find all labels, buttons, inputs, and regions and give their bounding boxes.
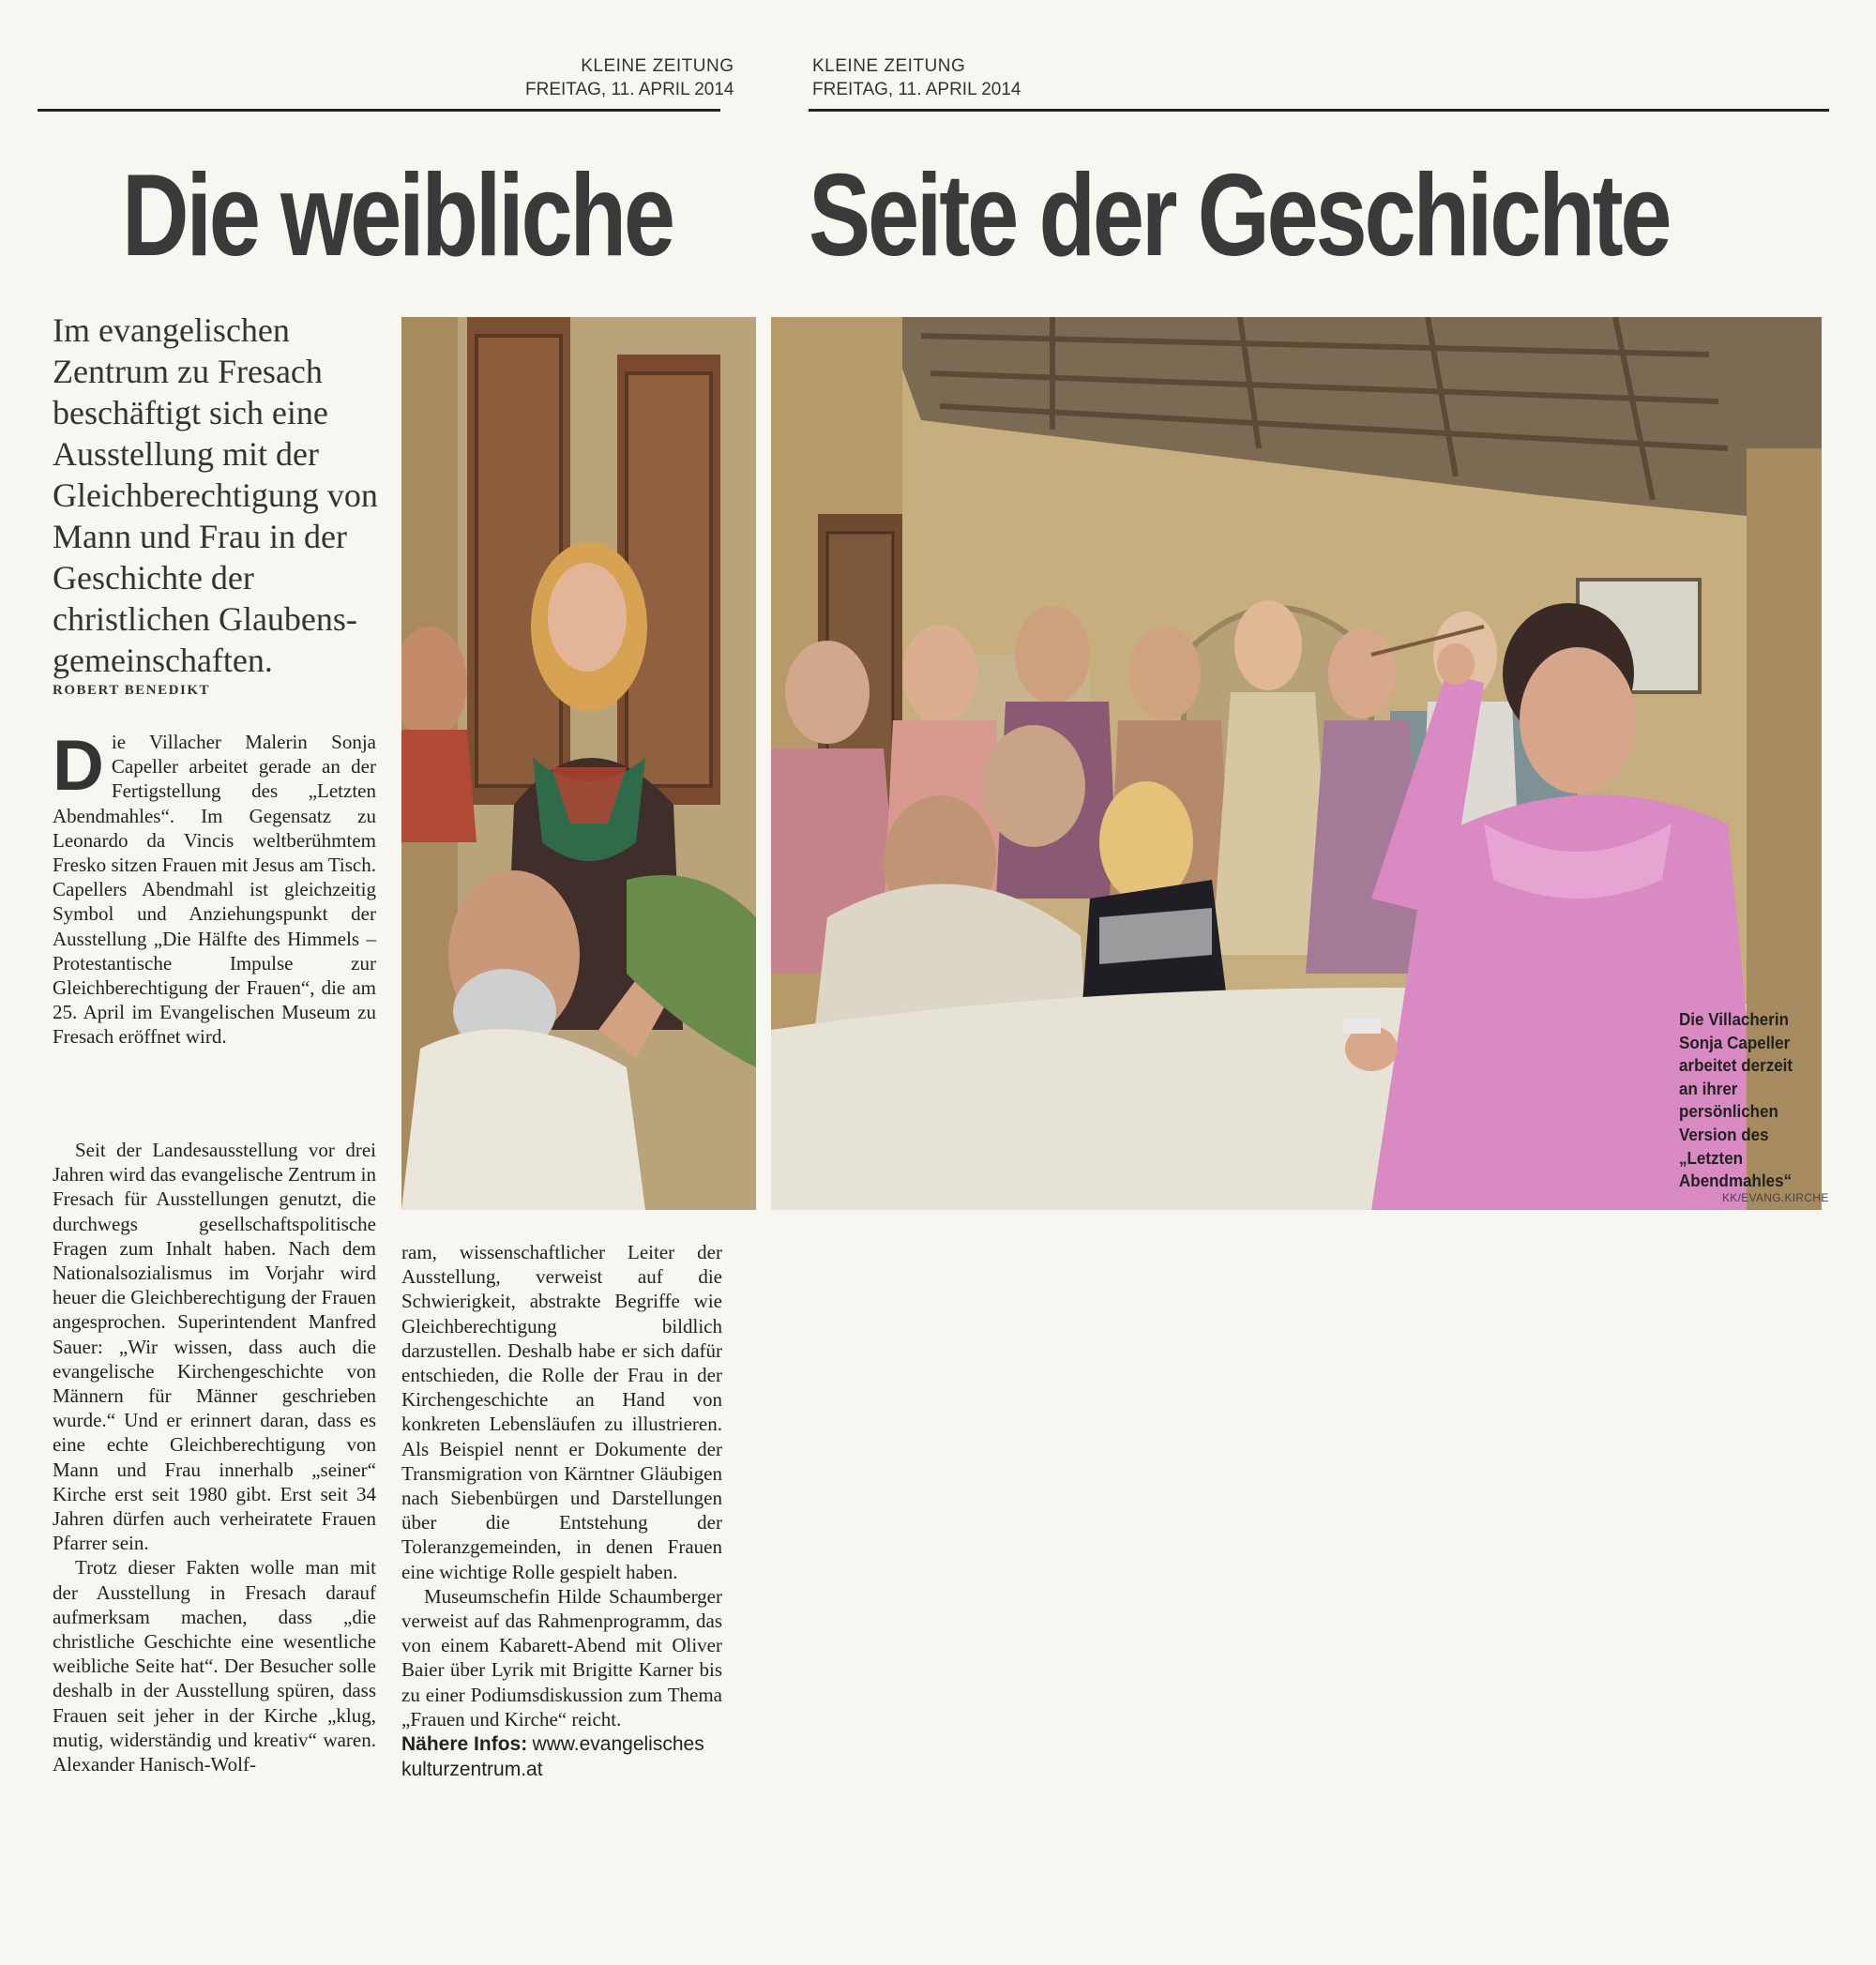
photo-credit: KK/EVANG.KIRCHE: [1722, 1191, 1829, 1204]
artist-painting-image: [771, 317, 1822, 1210]
newspaper-name: KLEINE ZEITUNG: [812, 56, 966, 76]
masthead-left: [525, 54, 734, 101]
header-rule-left: [38, 109, 720, 112]
issue-date: FREITAG, 11. APRIL 2014: [525, 80, 734, 99]
article-column-2: [401, 1240, 722, 1782]
paragraph-4: ram, wissenschaftlicher Leiter der Ausstellung, verweist auf die Schwierigkeit, abstrakte Begriffe wie Gleichberechtigung bildlich darzustellen. Deshalb habe er sich dafür entschieden, die Rolle der Frau in der Kirchengeschichte an Hand von konkreten Lebensläufen zu illustrieren. Als Beispiel nennt er Dokumente der Transmigration von Kärntner Gläubigen nach Siebenbürgen und Darstellungen über die Entstehung der Toleranzgemeinden, in denen Frauen eine wichtige Rolle gespielt haben.: [401, 1241, 722, 1583]
newspaper-name: KLEINE ZEITUNG: [581, 56, 734, 76]
paragraph-1-text: ie Villacher Malerin Sonja Capeller arbeitet gerade an der Fertigstellung des „Letzten Abendmahles“. Im Gegensatz zu Leonardo da Vincis weltberühmtem Fresko sitzen Frauen mit Jesus am Tisch. Capellers Abendmahl ist gleichzeitig Symbol und Anziehungspunkt der Ausstellung „Die Hälfte des Himmels – Protestantische Impulse zur Gleichberechtigung der Frauen“, die am 25. April im Evangelischen Museum zu Fresach eröffnet wird.: [53, 731, 376, 1049]
more-info: [401, 1731, 722, 1782]
byline: ROBERT BENEDIKT: [53, 683, 210, 698]
headline-right: Seite der Geschichte: [809, 151, 1670, 280]
paragraph-2: Seit der Landesausstellung vor drei Jahren wird das evangelische Zentrum in Fresach für Ausstellungen genutzt, die durchwegs gesellschaftspolitische Fragen zum Inhalt haben. Nach dem Nationalsozialismus im Vorjahr wird heuer die Gleichberechtigung der Frauen angesprochen. Superintendent Manfred Sauer: „Wir wissen, dass auch die evangelische Kirchengeschichte von Männern für Männer geschrieben wurde.“ Und er erinnert daran, dass es eine echte Gleichberechtigung von Mann und Frau innerhalb „seiner“ Kirche erst seit 1980 gibt. Erst seit 34 Jahren dürfen auch verheiratete Frauen Pfarrer sein.: [53, 1139, 376, 1555]
more-info-link[interactable]: www.evangelisches kulturzentrum.at: [401, 1733, 704, 1781]
paragraph-5: Museumschefin Hilde Schaumberger verweist auf das Rahmenprogramm, das von einem Kabarett-Abend mit Oliver Baier über Lyrik mit Brigitte Karner bis zu einer Podiumsdiskussion zum Thema „Frauen und Kirche“ reicht.: [401, 1584, 722, 1731]
painting-detail-image: [401, 317, 756, 1210]
header-rule-right: [809, 109, 1829, 112]
article-column-1-continued: [53, 1138, 376, 1776]
more-info-label: Nähere Infos:: [401, 1733, 528, 1756]
lead-paragraph: Im evangelischen Zentrum zu Fresach beschäftigt sich eine Ausstellung mit der Gleichberechtigung von Mann und Frau in der Geschichte der christlichen Glaubensgemeinschaften.: [53, 311, 378, 679]
painting-photo-left: [401, 317, 756, 1210]
paragraph-3: Trotz dieser Fakten wolle man mit der Ausstellung in Fresach darauf aufmerksam machen, dass „die christliche Geschichte eine wesentliche weibliche Seite hat“. Der Besucher solle deshalb in der Ausstellung spüren, dass Frauen seit jeher in der Kirche „klug, mutig, widerständig und kreativ“ waren. Alexander Hanisch-Wolf-: [53, 1556, 376, 1776]
article-column-1: [53, 726, 376, 1050]
issue-date: FREITAG, 11. APRIL 2014: [812, 80, 1021, 99]
painting-photo-right: [771, 317, 1822, 1210]
paragraph-1: [53, 726, 376, 1050]
headline-left: Die weibliche: [122, 151, 673, 280]
photo-caption: Die Villacherin Sonja Capeller arbeitet derzeit an ihrer persönlichen Version des „Letzten Abendmahles“: [1679, 1009, 1793, 1191]
drop-cap: D: [53, 726, 104, 806]
masthead-right: [812, 54, 1021, 101]
